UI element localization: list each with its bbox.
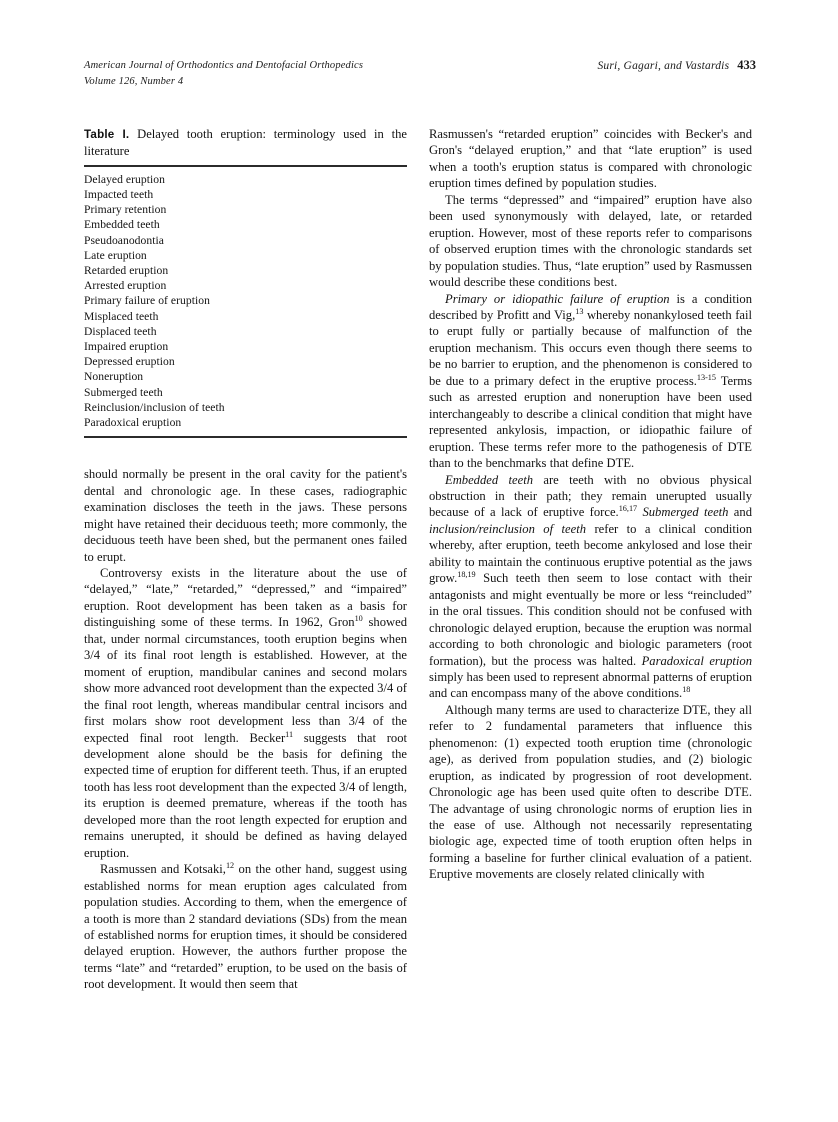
paragraph-text: suggests that root development alone should be the basis for defining the expected time of eruption for different teeth. Thus, if an erupted tooth has less root development than the expected 3/4 of length, its eruption is deemed premature, whereas if the tooth has developed more than the root length expected for eruption and remains unerupted, it should be defined as having delayed eruption. <box>84 730 407 860</box>
paragraph-text: refer to a clinical condition whereby, after eruption, teeth become ankylosed and lose their ability to maintain the continuous eruptive potential as the jaws grow. <box>429 521 753 586</box>
running-head <box>84 58 756 92</box>
paragraph-text: are teeth with no obvious physical obstruction in their path; they remain unerupted usually because of a lack of eruptive force. <box>429 472 752 520</box>
page-number: 433 <box>737 58 756 72</box>
running-head-right <box>597 58 756 75</box>
reference-marker: 16,17 <box>618 504 638 514</box>
paragraph-text: Controversy exists in the literature about the use of “delayed,” “late,” “retarded,” “depressed,” and “impaired” eruption. Root development has been taken as a basis for distinguishing some of these terms. In 1962, Gron <box>84 565 407 630</box>
list-item: Delayed eruption <box>84 172 165 186</box>
list-item: Primary retention <box>84 203 167 217</box>
paragraph <box>429 291 752 472</box>
left-column <box>84 126 407 993</box>
paragraph-text: simply has been used to represent abnormal patterns of eruption and can encompass many of the above conditions. <box>429 669 752 701</box>
paragraph <box>429 126 752 192</box>
reference-marker: 11 <box>285 729 294 739</box>
reference-marker: 13 <box>575 306 584 316</box>
reference-marker: 10 <box>354 614 363 624</box>
table-caption-text: Delayed tooth eruption: terminology used in the literature <box>84 127 407 159</box>
list-item: Displaced teeth <box>84 324 157 338</box>
paragraph-text: Terms such as arrested eruption and noneruption have been used interchangeably to describe a clinical condition that might have represented ankylosis, impaction, or idiopathic failure of eruption. These terms refer more to the pathogenesis of DTE than to the benchmarks that define DTE. <box>429 373 752 471</box>
table-body-spacer <box>84 450 407 466</box>
paragraph <box>84 861 407 993</box>
table-1 <box>84 126 407 438</box>
list-item: Depressed eruption <box>84 355 175 369</box>
paragraph-text: on the other hand, suggest using established norms for mean eruption ages calculated from population studies. According to them, when the emergence of a tooth is more than 2 standard deviations (SDs) from the mean of established norms for eruption times, it should be considered delayed eruption. However, the authors further propose the terms “late” and “retarded” eruption, to be used on the basis of root development. It would then seem that <box>84 862 407 992</box>
paragraph-text: is a condition described by Profitt and Vig, <box>429 291 752 322</box>
list-item: Retarded eruption <box>84 264 169 278</box>
reference-marker: 13-15 <box>696 372 716 382</box>
paragraph <box>84 565 407 861</box>
list-item: Noneruption <box>84 370 144 384</box>
table-top-rule <box>84 165 407 167</box>
reference-marker: 18 <box>682 685 691 695</box>
list-item: Embedded teeth <box>84 218 160 232</box>
table-terminology-list <box>84 172 407 430</box>
paragraph-text: Although many terms are used to characterize DTE, they all refer to 2 fundamental parameters that influence this phenomenon: (1) expected tooth eruption time (chronologic age), as derived from population studies, and (2) biologic eruption, as indicated by progression of root development. Chronologic age has been used quite often to describe DTE. The advantage of using chronologic norms of eruption lies in the ease of use. Although not necessarily representating biologic age, expected time of tooth eruption often helps in forming a baseline for further clinical evaluation of a patient. Eruptive movements are closely related clinically with <box>429 702 752 882</box>
reference-marker: 12 <box>225 860 235 870</box>
italic-term: Embedded teeth <box>445 472 534 487</box>
paragraph-text: The terms “depressed” and “impaired” eruption have also been used synonymously with delayed, late, or retarded eruption. However, most of these reports refer to comparisons of observed eruption times with the chronologic standards set by population studies. Thus, “late eruption” used by Rasmussen would describe these conditions best. <box>429 192 752 290</box>
table-caption <box>84 126 407 161</box>
list-item: Submerged teeth <box>84 385 163 399</box>
paragraph <box>429 702 752 883</box>
italic-term: Primary or idiopathic failure of eruption <box>445 291 670 306</box>
paragraph-text: Rasmussen's “retarded eruption” coincides with Becker's and Gron's “delayed eruption,” and that “late eruption” is used when a tooth's eruption status is compared with chronologic eruption times defined by population studies. <box>429 127 752 191</box>
table-label: Table I. <box>84 128 130 141</box>
list-item: Pseudoanodontia <box>84 233 164 247</box>
list-item: Paradoxical eruption <box>84 416 182 430</box>
list-item: Late eruption <box>84 248 147 262</box>
paragraph-text: whereby nonankylosed teeth fail to erupt fully or partially because of malfunction of the eruption mechanism. This occurs even though there seems to be no barrier to eruption, and the phenomenon is considered to be due to a primary defect in the eruptive process. <box>429 307 753 388</box>
reference-marker: 18,19 <box>457 570 476 580</box>
list-item: Impacted teeth <box>84 188 154 202</box>
list-item: Impaired eruption <box>84 340 169 354</box>
list-item: Reinclusion/inclusion of teeth <box>84 400 225 414</box>
paragraph <box>429 472 752 702</box>
paragraph-text: showed that, under normal circumstances, tooth eruption begins when 3/4 of its final root length is established. However, at the moment of eruption, mandibular canines and second molars show more advanced root development than the expected 3/4 of the final root length, whereas mandibular central incisors and first molars show root development less than 3/4 of the expected final root length. Becker <box>84 615 407 745</box>
paragraph-text: Such teeth then seem to lose contact with their antagonists and might eventually be more or less “reincluded” in the oral tissues. This condition should not be confused with chronologic delayed eruption, because the eruption was normal according to both chronologic and biologic parameters (root formation), but the process was halted. <box>429 571 752 668</box>
italic-term: Submerged teeth <box>637 505 729 520</box>
volume-issue-line: Volume 126, Number 4 <box>84 75 184 87</box>
list-item: Misplaced teeth <box>84 309 159 323</box>
list-item: Arrested eruption <box>84 279 167 293</box>
running-head-left <box>84 58 363 89</box>
paragraph-text: and <box>728 505 752 520</box>
journal-title: American Journal of Orthodontics and Dentofacial Orthopedics <box>84 60 364 71</box>
right-column <box>429 126 752 883</box>
author-names: Suri, Gagari, and Vastardis <box>597 60 730 72</box>
italic-term: Paradoxical eruption <box>641 653 752 668</box>
list-item: Primary failure of eruption <box>84 294 210 308</box>
paragraph-text: should normally be present in the oral cavity for the patient's dental and chronologic age. In these cases, radiographic examination discloses the teeth in the jaws. These persons might have retained their deciduous teeth; more commonly, the deciduous teeth have been shed, but the permanent ones failed to erupt. <box>84 467 407 564</box>
paragraph <box>429 192 752 291</box>
table-bottom-rule <box>84 436 407 438</box>
italic-term: inclusion/reinclusion of teeth <box>429 521 587 536</box>
paragraph-text: Rasmussen and Kotsaki, <box>100 862 226 877</box>
paragraph <box>84 466 407 565</box>
